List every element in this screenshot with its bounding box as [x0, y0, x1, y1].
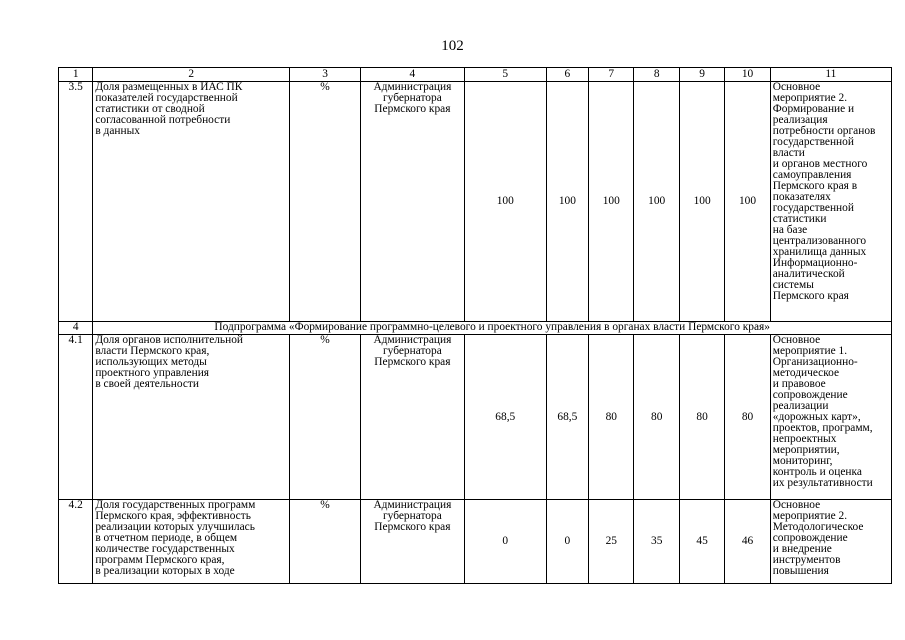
value-cell: 100: [634, 82, 679, 322]
column-number-10: 10: [725, 68, 770, 82]
value-cell: 80: [679, 335, 724, 500]
table-row: [59, 335, 892, 500]
value-cell: 25: [589, 500, 634, 584]
column-number-3: 3: [290, 68, 361, 82]
value-cell: 100: [679, 82, 724, 322]
column-number-11: 11: [770, 68, 891, 82]
row-index: 3.5: [59, 82, 93, 322]
main-event: Основное мероприятие 2. Методологическое сопровождение и внедрение инструментов повышения: [770, 500, 891, 584]
column-number-1: 1: [59, 68, 93, 82]
value-cell: 100: [546, 82, 588, 322]
column-number-9: 9: [679, 68, 724, 82]
column-number-6: 6: [546, 68, 588, 82]
main-event: Основное мероприятие 1. Организационно- методическое и правовое сопровождение реализации «дорожных карт», проектов, программ, непроектных мероприятии, мониторинг, контроль и оценка их результативности: [770, 335, 891, 500]
indicator-name: Доля органов исполнительной власти Пермского края, использующих методы проектного управления в своей деятельности: [93, 335, 290, 500]
value-cell: 100: [589, 82, 634, 322]
row-index: 4.1: [59, 335, 93, 500]
indicator-name: Доля государственных программ Пермского края, эффективность реализации которых улучшилась в отчетном периоде, в общем количестве государственных программ Пермского края, в реализации которых в ходе: [93, 500, 290, 584]
value-cell: 0: [464, 500, 546, 584]
column-number-5: 5: [464, 68, 546, 82]
page-number: 102: [441, 38, 464, 54]
responsible-executor: Администрация губернатора Пермского края: [360, 500, 464, 584]
main-event: Основное мероприятие 2. Формирование и реализация потребности органов государственной власти и органов местного самоуправления Пермского края в показателях государственной статистики на базе централизованного хранилища данных Информационно- аналитической системы Пермского края: [770, 82, 891, 322]
table-row: [59, 500, 892, 584]
value-cell: 0: [546, 500, 588, 584]
responsible-executor: Администрация губернатора Пермского края: [360, 335, 464, 500]
column-number-2: 2: [93, 68, 290, 82]
value-cell: 68,5: [546, 335, 588, 500]
value-cell: 45: [679, 500, 724, 584]
value-cell: 80: [589, 335, 634, 500]
row-index: 4.2: [59, 500, 93, 584]
subprogram-index: 4: [59, 322, 93, 335]
value-cell: 46: [725, 500, 770, 584]
value-cell: 35: [634, 500, 679, 584]
unit-of-measure: %: [290, 82, 361, 322]
value-cell: 100: [464, 82, 546, 322]
subprogram-row: [59, 322, 892, 335]
indicators-table: [58, 67, 892, 584]
indicator-name: Доля размещенных в ИАС ПК показателей государственной статистики от сводной согласованной потребности в данных: [93, 82, 290, 322]
column-number-7: 7: [589, 68, 634, 82]
table-header-row: [59, 68, 892, 82]
responsible-executor: Администрация губернатора Пермского края: [360, 82, 464, 322]
unit-of-measure: %: [290, 335, 361, 500]
column-number-8: 8: [634, 68, 679, 82]
value-cell: 68,5: [464, 335, 546, 500]
value-cell: 80: [634, 335, 679, 500]
column-number-4: 4: [360, 68, 464, 82]
value-cell: 80: [725, 335, 770, 500]
unit-of-measure: %: [290, 500, 361, 584]
table-row: [59, 82, 892, 322]
value-cell: 100: [725, 82, 770, 322]
subprogram-title: Подпрограмма «Формирование программно-целевого и проектного управления в органах власти Пермского края»: [93, 322, 892, 335]
